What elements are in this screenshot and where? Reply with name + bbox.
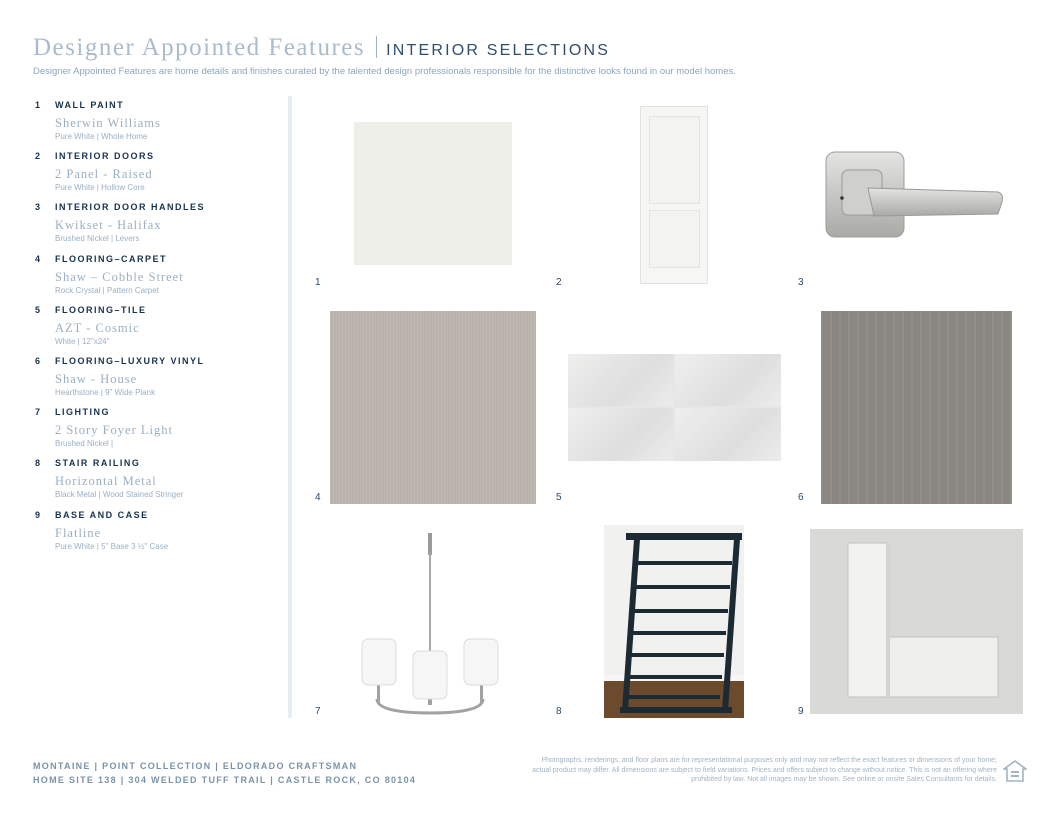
footer-address <box>33 759 416 787</box>
selection-name: 2 Panel - Raised <box>55 167 153 182</box>
selection-item <box>35 356 280 407</box>
selection-number: 1 <box>35 100 41 110</box>
door-upper-panel <box>649 116 700 204</box>
selection-detail: Pure White | Hollow Core <box>55 183 145 193</box>
selection-item <box>35 407 280 458</box>
selection-name: Sherwin Williams <box>55 116 161 130</box>
footer-disclaimer: Photographs, renderings, and floor plans are for representational purposes only and may not reflect the exact features or dimensions of your home; actual product may differ. All dimensions are subject to field variations. Prices and offers subject to change without notice. This is not an offering where prohibited by law. Not all images may be shown. See online or onsite Sales Consultants for details. <box>532 757 997 783</box>
selection-number: 2 <box>35 151 41 162</box>
carpet-swatch <box>330 311 536 504</box>
selection-category: LIGHTING <box>55 407 110 418</box>
selection-item <box>35 100 280 151</box>
title-divider <box>376 36 377 58</box>
luxury-vinyl-swatch <box>821 311 1012 504</box>
image-caption: 8 <box>556 706 562 717</box>
image-caption: 9 <box>798 706 804 717</box>
selections-list <box>35 100 280 561</box>
selection-number: 6 <box>35 355 41 366</box>
vertical-divider <box>288 96 292 718</box>
selection-item <box>35 202 280 253</box>
selection-detail: Brushed Nickel | <box>55 439 114 449</box>
selection-item <box>35 254 280 305</box>
selection-detail: Pure White | 5" Base 3 ½" Case <box>55 541 169 551</box>
selection-detail: White | 12"x24" <box>55 336 110 346</box>
selection-name: Flatline <box>55 525 102 540</box>
selection-detail: Pure White | Whole Home <box>55 132 148 141</box>
selection-detail: Hearthstone | 9" Wide Plank <box>55 387 156 397</box>
interior-door-image <box>640 106 708 284</box>
intro-text: Designer Appointed Features are home details and finishes curated by the talented design professionals responsible for the distinctive looks found in our model homes. <box>33 66 736 77</box>
selection-number: 8 <box>35 458 41 469</box>
door-handle-image <box>812 140 1012 250</box>
tile-piece <box>568 354 673 406</box>
selection-category: BASE AND CASE <box>55 509 149 520</box>
chandelier-image <box>355 527 505 717</box>
selection-number: 7 <box>35 407 41 418</box>
image-caption: 6 <box>798 492 804 503</box>
tile-piece <box>568 408 673 461</box>
selection-name: AZT - Cosmic <box>55 320 140 335</box>
selection-category: FLOORING–LUXURY VINYL <box>55 355 205 366</box>
door-lower-panel <box>649 210 700 268</box>
selection-detail: Brushed Nickel | Levers <box>55 234 140 244</box>
image-caption: 3 <box>798 277 804 288</box>
page-subtitle: INTERIOR SELECTIONS <box>386 42 611 59</box>
selection-category: WALL PAINT <box>55 100 125 110</box>
image-caption: 1 <box>315 277 321 288</box>
selection-number: 4 <box>35 253 41 264</box>
selection-number: 5 <box>35 304 41 315</box>
selection-name: Shaw – Cobble Street <box>55 269 184 284</box>
selection-category: FLOORING–CARPET <box>55 253 168 264</box>
footer-homesite: HOME SITE 138 | 304 WELDED TUFF TRAIL | CASTLE ROCK, CO 80104 <box>33 775 417 785</box>
image-caption: 2 <box>556 277 562 288</box>
selection-number: 3 <box>35 202 41 213</box>
selection-name: Kwikset - Halifax <box>55 218 162 233</box>
page-header <box>33 34 1033 62</box>
selection-category: INTERIOR DOORS <box>55 151 155 162</box>
base-and-case-image <box>810 529 1023 714</box>
selection-category: INTERIOR DOOR HANDLES <box>55 202 206 213</box>
selection-item <box>35 305 280 356</box>
selection-detail: Black Metal | Wood Stained Stringer <box>55 490 184 500</box>
selection-category: STAIR RAILING <box>55 458 141 469</box>
wall-paint-swatch <box>354 122 512 265</box>
image-caption: 4 <box>315 492 321 503</box>
selection-number: 9 <box>35 509 41 520</box>
footer-community: MONTAINE | POINT COLLECTION | ELDORADO CRAFTSMAN <box>33 761 358 771</box>
tile-piece <box>675 354 781 406</box>
selection-name: 2 Story Foyer Light <box>55 423 173 438</box>
selection-category: FLOORING–TILE <box>55 304 147 315</box>
selection-name: Shaw - House <box>55 371 138 386</box>
selection-name: Horizontal Metal <box>55 474 157 489</box>
page-title: Designer Appointed Features <box>33 34 366 61</box>
selection-item <box>35 458 280 509</box>
image-caption: 5 <box>556 492 562 503</box>
equal-housing-icon <box>1003 759 1027 783</box>
tile-piece <box>675 408 781 461</box>
selection-item <box>35 151 280 202</box>
stair-railing-image <box>604 525 744 718</box>
tile-swatch <box>568 354 781 461</box>
image-caption: 7 <box>315 706 321 717</box>
selection-item <box>35 510 280 561</box>
selection-detail: Rock Crystal | Pattern Carpet <box>55 285 159 295</box>
